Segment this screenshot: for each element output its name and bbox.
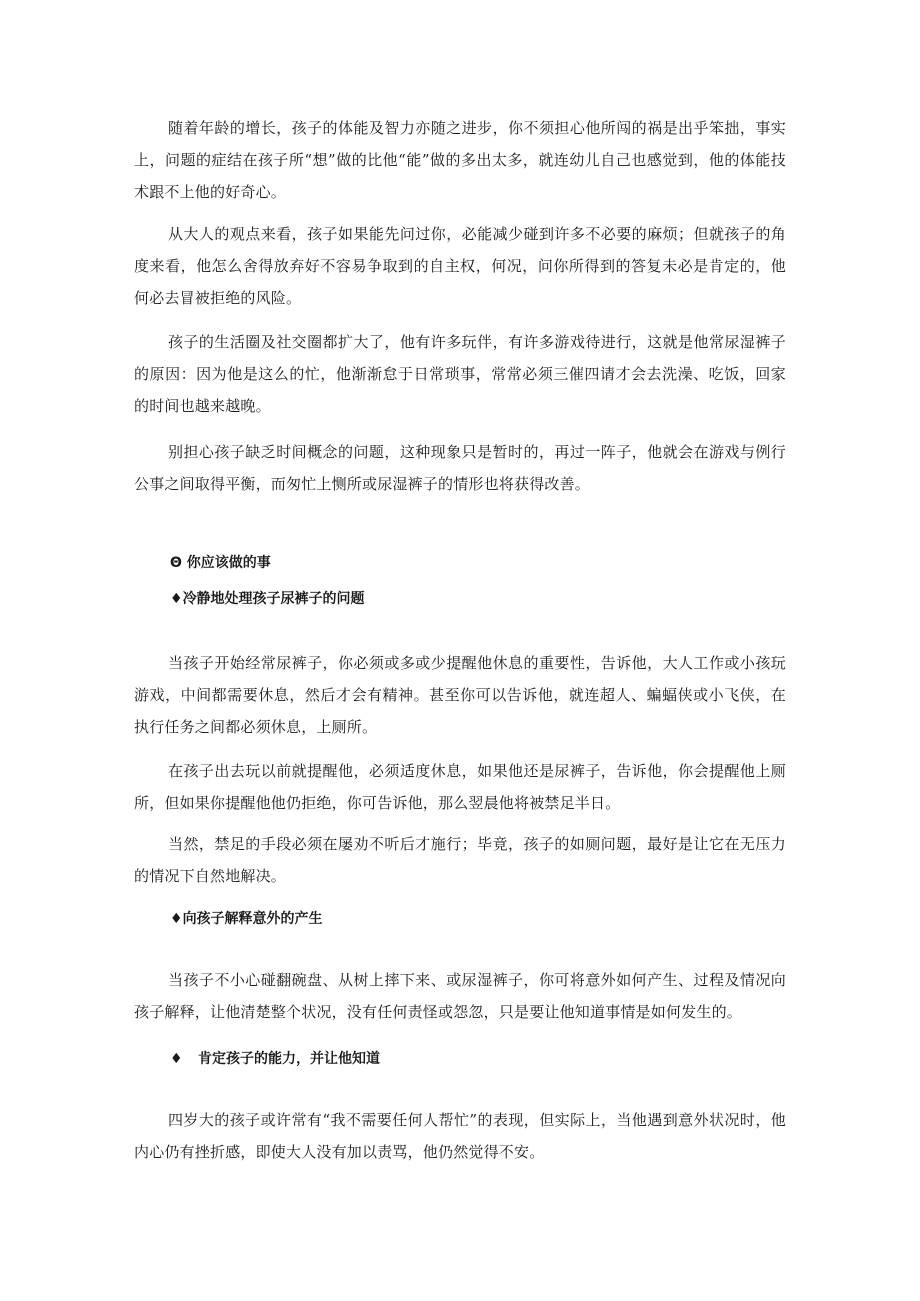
tip1-paragraph-1: 当孩子开始经常尿裤子，你必须或多或少提醒他休息的重要性，告诉他，大人工作或小孩玩游戏，中间都需要休息，然后才会有精神。甚至你可以告诉他，就连超人、蝙蝠侠或小飞侠，在执行任务之间都必须休息，上厕所。 bbox=[134, 654, 786, 736]
tip1-title: 冷静地处理孩子尿裤子的问题 bbox=[182, 591, 365, 607]
tip1-paragraph-2: 在孩子出去玩以前就提醒他，必须适度休息，如果他还是尿裤子，告诉他，你会提醒他上厕所，但如果你提醒他他仍拒绝，你可告诉他，那么翌晨他将被禁足半日。 bbox=[134, 762, 786, 812]
tip3-heading bbox=[170, 1047, 380, 1071]
tip1-heading bbox=[170, 587, 365, 611]
tip1-paragraph-3: 当然，禁足的手段必须在屡劝不听后才施行；毕竟，孩子的如厕问题，最好是让它在无压力的情况下自然地解决。 bbox=[134, 835, 786, 885]
intro-paragraph-2: 从大人的观点来看，孩子如果能先问过你，必能减少碰到许多不必要的麻烦；但就孩子的角度来看，他怎么舍得放弃好不容易争取到的自主权，何况，问你所得到的答复未必是肯定的，他何必去冒被拒绝的风险。 bbox=[134, 225, 786, 307]
diamond-bullet-icon: ♦ bbox=[170, 1051, 183, 1067]
tip2-paragraph-1: 当孩子不小心碰翻碗盘、从树上摔下来、或尿湿裤子，你可将意外如何产生、过程及情况向孩子解释，让他清楚整个状况，没有任何责怪或怨忽，只是要让他知道事情是如何发生的。 bbox=[134, 971, 786, 1021]
intro-paragraph-1: 随着年龄的增长，孩子的体能及智力亦随之进步，你不须担心他所闯的祸是出乎笨拙，事实上，问题的症结在孩子所“想”做的比他“能”做的多出太多，就连幼儿自己也感觉到，他的体能技术跟不上他的好奇心。 bbox=[134, 119, 786, 201]
tip3-title: 肯定孩子的能力，并让他知道 bbox=[198, 1051, 380, 1067]
tip3-paragraph-1: 四岁大的孩子或许常有“我不需要任何人帮忙”的表现，但实际上，当他遇到意外状况时，他内心仍有挫折感，即使大人没有加以责骂，他仍然觉得不安。 bbox=[134, 1111, 786, 1161]
tip2-title: 向孩子解释意外的产生 bbox=[182, 911, 323, 927]
section-marker: Θ bbox=[170, 555, 182, 571]
section-heading bbox=[170, 551, 271, 575]
diamond-bullet-icon: ♦ bbox=[170, 591, 183, 607]
diamond-bullet-icon: ♦ bbox=[170, 911, 183, 927]
tip2-heading bbox=[170, 907, 323, 931]
section-title: 你应该做的事 bbox=[186, 555, 271, 571]
intro-paragraph-3: 孩子的生活圈及社交圈都扩大了，他有许多玩伴，有许多游戏待进行，这就是他常尿湿裤子的原因：因为他是这么的忙，他渐渐怠于日常琐事，常常必须三催四请才会去洗澡、吃饭，回家的时间也越来越晚。 bbox=[134, 333, 786, 415]
intro-paragraph-4: 别担心孩子缺乏时间概念的问题，这种现象只是暂时的，再过一阵子，他就会在游戏与例行公事之间取得平衡，而匆忙上恻所或尿湿裤子的情形也将获得改善。 bbox=[134, 443, 786, 493]
